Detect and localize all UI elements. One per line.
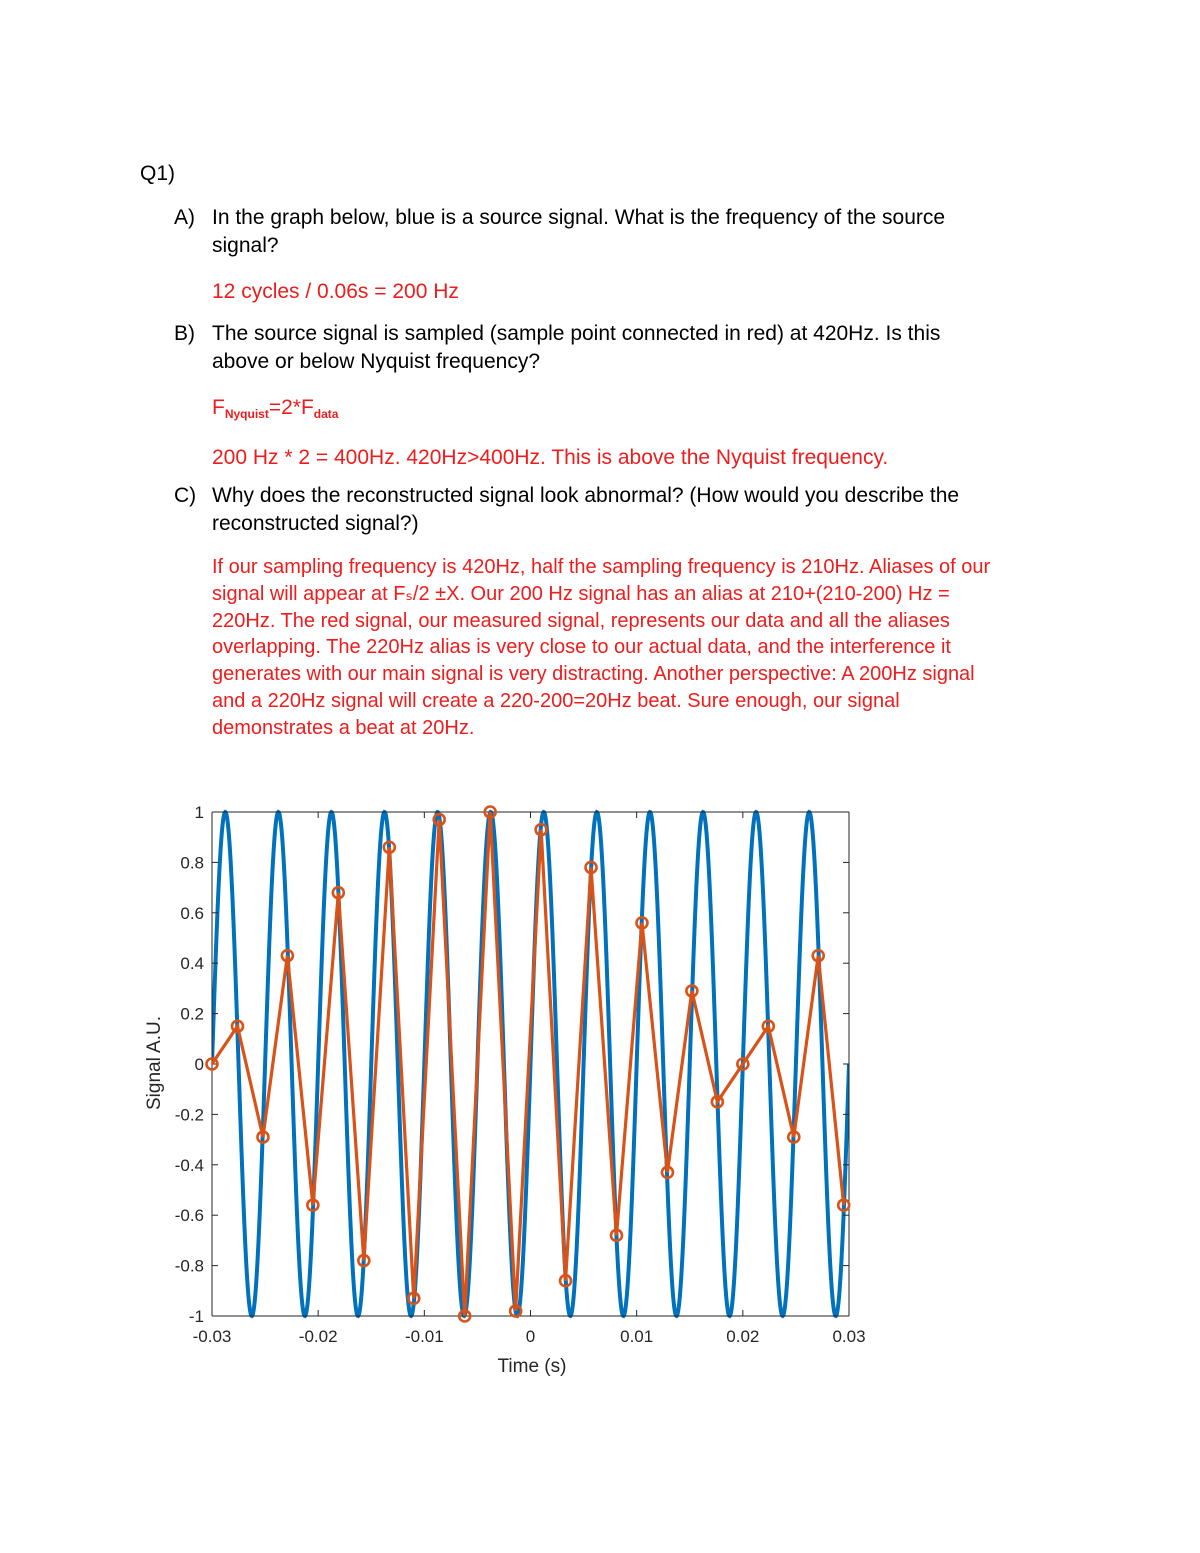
x-tick-label: 0.02 xyxy=(726,1327,760,1346)
part-c-answer-line: and a 220Hz signal will create a 220-200=20Hz beat. Sure enough, our signal xyxy=(212,689,900,712)
part-a-answer: 12 cycles / 0.06s = 200 Hz xyxy=(212,280,459,303)
part-b-answer: 200 Hz * 2 = 400Hz. 420Hz>400Hz. This is above the Nyquist frequency. xyxy=(212,446,889,469)
formula-mid: =2*F xyxy=(268,396,314,419)
y-tick-label: -0.2 xyxy=(174,1105,204,1125)
source-signal-line xyxy=(212,812,849,1316)
part-b-question-line1: The source signal is sampled (sample point connected in red) at 420Hz. Is this xyxy=(212,322,941,345)
part-c-answer-line: generates with our main signal is very distracting. Another perspective: A 200Hz signal xyxy=(212,663,975,686)
part-b-question-line2: above or below Nyquist frequency? xyxy=(212,350,541,373)
part-c-answer-line: signal will appear at Fₛ/2 ±X. Our 200 Hz signal has an alias at 210+(210-200) Hz = xyxy=(212,582,950,605)
part-c-answer-line: demonstrates a beat at 20Hz. xyxy=(212,716,475,739)
y-tick-label: 0.4 xyxy=(180,954,204,974)
formula-sub-data: data xyxy=(313,407,339,421)
y-tick-label: -0.8 xyxy=(174,1256,204,1276)
x-tick-label: 0 xyxy=(525,1327,536,1346)
y-tick-label: -0.6 xyxy=(174,1206,204,1226)
y-tick-label: 1 xyxy=(194,803,204,822)
plot-area xyxy=(212,812,849,1316)
part-c-question-line1: Why does the reconstructed signal look abnormal? (How would you describe the xyxy=(212,484,960,507)
y-tick-label: 0 xyxy=(194,1055,204,1074)
x-tick-label: -0.03 xyxy=(192,1327,232,1346)
part-c-answer-line: 220Hz. The red signal, our measured signal, represents our data and all the aliases xyxy=(212,609,950,632)
y-tick-label: 0.6 xyxy=(180,903,204,923)
y-axis-label: Signal A.U. xyxy=(144,1016,165,1110)
part-a-letter: A) xyxy=(174,206,195,229)
formula-f1: F xyxy=(212,396,225,419)
x-tick-label: 0.01 xyxy=(620,1327,654,1346)
x-tick-label: -0.02 xyxy=(298,1327,338,1346)
x-axis-label: Time (s) xyxy=(497,1356,567,1377)
part-c-question-line2: reconstructed signal?) xyxy=(212,512,419,535)
part-a-question-line1: In the graph below, blue is a source signal. What is the frequency of the source xyxy=(212,206,946,229)
part-c-letter: C) xyxy=(174,484,197,507)
part-c-answer-line: If our sampling frequency is 420Hz, half the sampling frequency is 210Hz. Aliases of our xyxy=(212,556,991,578)
signal-chart xyxy=(130,790,890,1390)
y-tick-label: -0.4 xyxy=(174,1155,204,1175)
part-c-answer xyxy=(212,554,1072,742)
formula-sub-nyquist: Nyquist xyxy=(224,407,269,421)
x-tick-label: -0.01 xyxy=(404,1327,444,1346)
y-tick-label: 0.8 xyxy=(180,853,204,873)
part-a-question-line2: signal? xyxy=(212,234,279,257)
part-c-answer-line: overlapping. The 220Hz alias is very close to our actual data, and the interference it xyxy=(212,636,951,659)
y-tick-label: 0.2 xyxy=(180,1004,204,1024)
part-b-letter: B) xyxy=(174,322,195,345)
y-tick-label: -1 xyxy=(188,1307,204,1326)
x-tick-label: 0.03 xyxy=(832,1327,866,1346)
question-title: Q1) xyxy=(140,162,176,185)
nyquist-formula xyxy=(212,394,1072,428)
